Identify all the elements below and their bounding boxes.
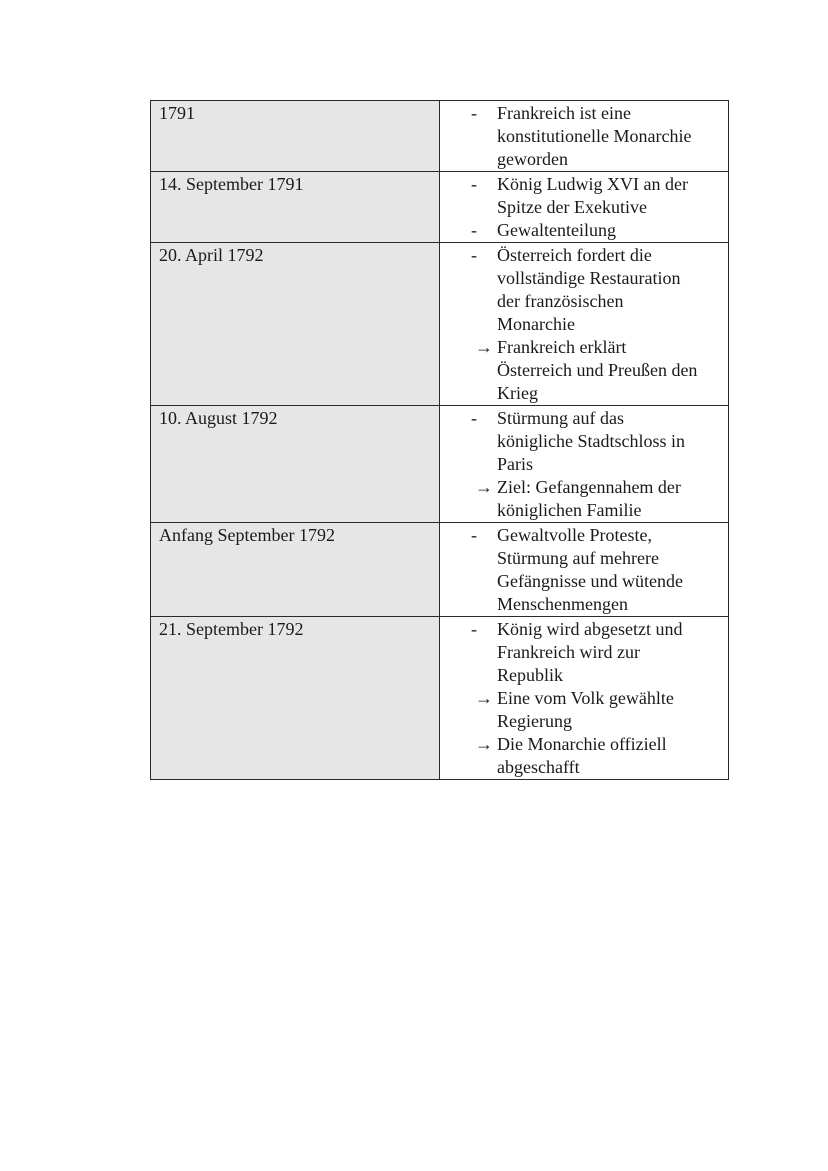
table-row: [151, 172, 729, 243]
event-text-line: Ziel: Gefangennahem der: [497, 477, 681, 497]
events-cell: [440, 617, 729, 780]
arrow-right-icon: →: [475, 688, 493, 708]
event-text-line: König Ludwig XVI an der: [497, 174, 688, 194]
date-cell: [151, 172, 440, 243]
date-cell: [151, 617, 440, 780]
date-cell: [151, 243, 440, 406]
event-list: [440, 243, 728, 405]
event-text-line: königlichen Familie: [497, 500, 642, 520]
event-text-line: vollständige Restauration: [497, 268, 681, 288]
event-text-line: geworden: [497, 149, 568, 169]
event-text-line: Gewaltenteilung: [497, 220, 616, 240]
date-label: 14. September 1791: [159, 174, 304, 194]
event-text: [497, 733, 728, 779]
dash-bullet-icon: -: [471, 103, 477, 123]
dash-bullet-icon: -: [471, 174, 477, 194]
events-cell: [440, 243, 729, 406]
timeline-body: [151, 101, 729, 780]
table-row: [151, 243, 729, 406]
date-label: 20. April 1792: [159, 245, 264, 265]
event-text-line: Stürmung auf mehrere: [497, 548, 659, 568]
event-text: [497, 102, 728, 171]
event-text: [497, 219, 728, 242]
event-text: [497, 336, 728, 405]
event-list: [440, 406, 728, 522]
events-cell: [440, 172, 729, 243]
date-cell: [151, 523, 440, 617]
date-label: 10. August 1792: [159, 408, 278, 428]
date-label: 21. September 1792: [159, 619, 304, 639]
table-row: [151, 523, 729, 617]
event-text: [497, 687, 728, 733]
table-row: [151, 406, 729, 523]
dash-bullet-icon: -: [471, 525, 477, 545]
dash-bullet-icon: -: [471, 619, 477, 639]
event-list: [440, 172, 728, 242]
event-text-line: Frankreich wird zur: [497, 642, 640, 662]
event-item: [440, 173, 728, 219]
event-list: [440, 523, 728, 616]
event-text-line: Eine vom Volk gewählte: [497, 688, 674, 708]
table-row: [151, 101, 729, 172]
event-text-line: Gewaltvolle Proteste,: [497, 525, 652, 545]
event-text-line: Republik: [497, 665, 563, 685]
event-text-line: der französischen: [497, 291, 624, 311]
event-list: [440, 617, 728, 779]
event-text-line: Frankreich erklärt: [497, 337, 627, 357]
date-label: Anfang September 1792: [159, 525, 335, 545]
date-label: 1791: [159, 103, 195, 123]
date-cell: [151, 406, 440, 523]
event-item: [440, 102, 728, 171]
events-cell: [440, 523, 729, 617]
event-item: [440, 733, 728, 779]
event-text-line: Menschenmengen: [497, 594, 628, 614]
dash-bullet-icon: -: [471, 245, 477, 265]
event-text-line: Frankreich ist eine: [497, 103, 631, 123]
arrow-right-icon: →: [475, 337, 493, 357]
events-cell: [440, 101, 729, 172]
event-text-line: Gefängnisse und wütende: [497, 571, 683, 591]
event-list: [440, 101, 728, 171]
event-text-line: Österreich und Preußen den: [497, 360, 698, 380]
event-text: [497, 407, 728, 476]
event-text-line: Stürmung auf das: [497, 408, 624, 428]
event-item: [440, 407, 728, 476]
dash-bullet-icon: -: [471, 220, 477, 240]
date-cell: [151, 101, 440, 172]
dash-bullet-icon: -: [471, 408, 477, 428]
event-text-line: Österreich fordert die: [497, 245, 652, 265]
event-text: [497, 173, 728, 219]
event-text-line: königliche Stadtschloss in: [497, 431, 685, 451]
event-text-line: Spitze der Exekutive: [497, 197, 647, 217]
table-row: [151, 617, 729, 780]
event-text-line: König wird abgesetzt und: [497, 619, 683, 639]
event-text: [497, 476, 728, 522]
event-item: [440, 219, 728, 242]
event-item: [440, 618, 728, 687]
event-item: [440, 476, 728, 522]
event-text-line: Regierung: [497, 711, 572, 731]
event-item: [440, 336, 728, 405]
timeline-table: [150, 100, 729, 780]
event-text-line: Krieg: [497, 383, 538, 403]
event-text-line: Die Monarchie offiziell: [497, 734, 667, 754]
event-text-line: Monarchie: [497, 314, 575, 334]
arrow-right-icon: →: [475, 477, 493, 497]
event-text-line: Paris: [497, 454, 533, 474]
event-text: [497, 524, 728, 616]
event-item: [440, 244, 728, 336]
event-text-line: abgeschafft: [497, 757, 580, 777]
events-cell: [440, 406, 729, 523]
arrow-right-icon: →: [475, 734, 493, 754]
event-text: [497, 618, 728, 687]
event-text: [497, 244, 728, 336]
event-item: [440, 687, 728, 733]
event-text-line: konstitutionelle Monarchie: [497, 126, 692, 146]
event-item: [440, 524, 728, 616]
